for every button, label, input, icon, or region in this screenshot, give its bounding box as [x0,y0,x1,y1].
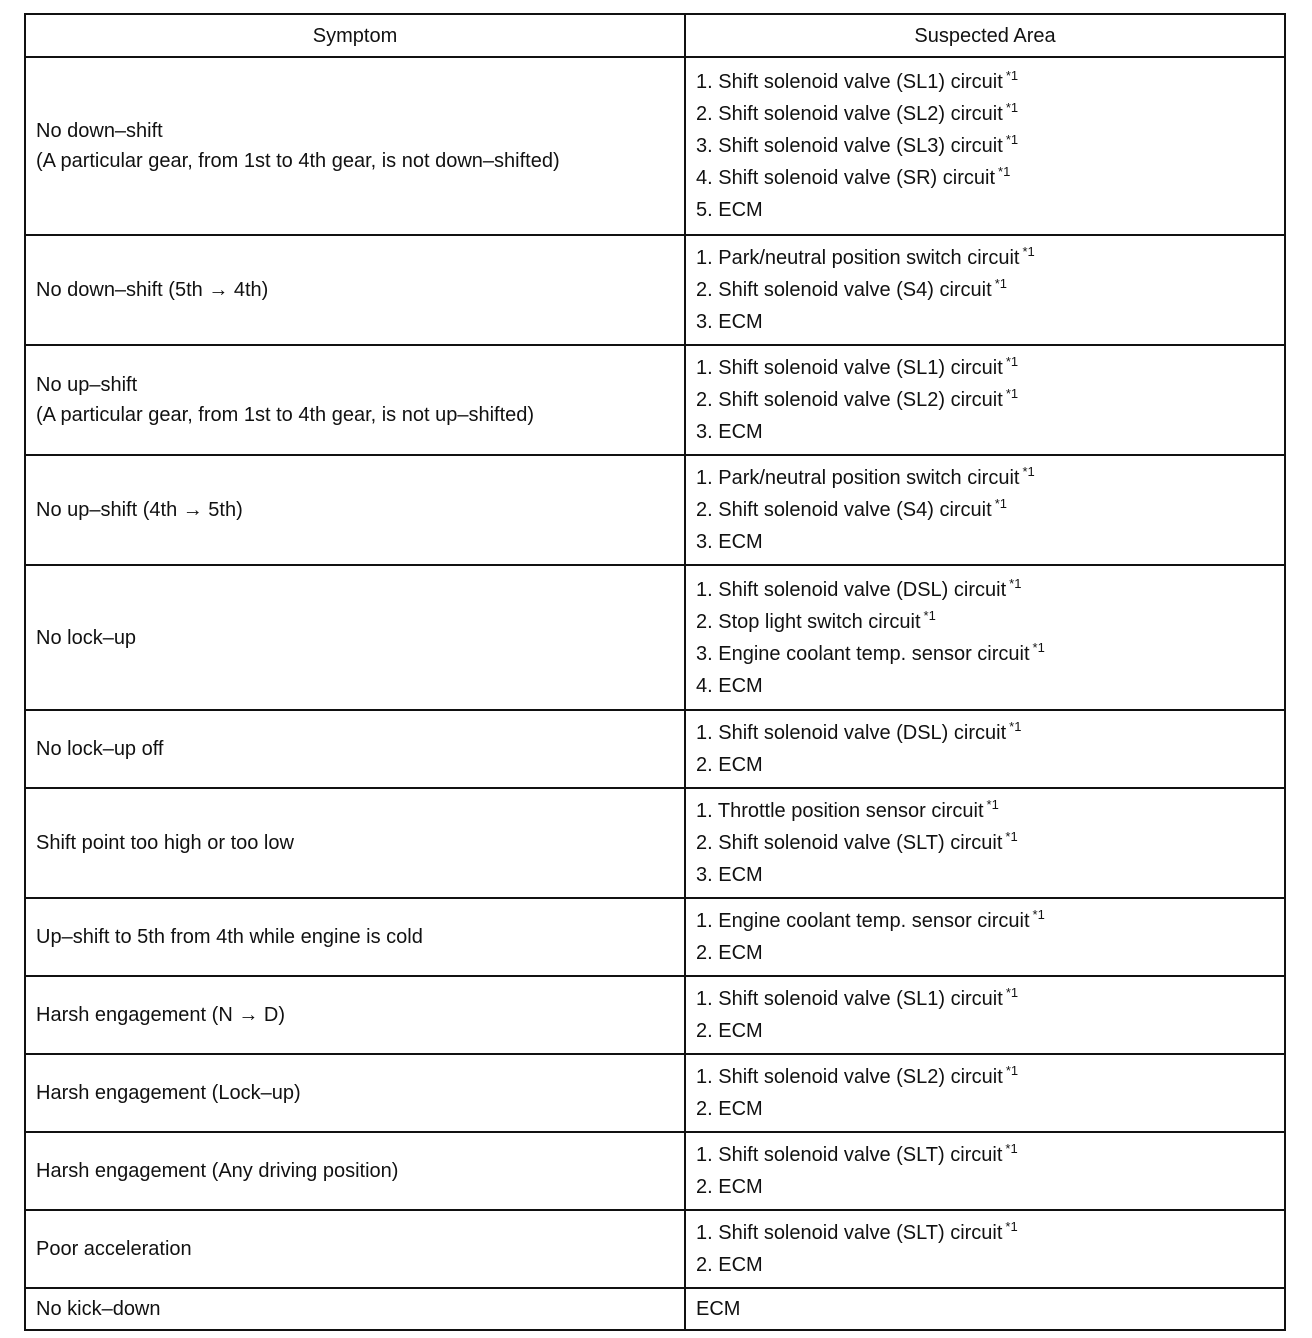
footnote-marker: *1 [1022,464,1035,479]
footnote-marker: *1 [998,164,1011,179]
symptom-text: Harsh engagement (N → D) [36,1004,285,1026]
suspected-area-cell [685,235,1285,345]
footnote-marker: *1 [1005,132,1019,147]
table-row [25,788,1285,898]
suspected-area-item [696,984,1274,1016]
suspected-area-item [696,275,1274,307]
suspected-area-text: 1. Park/neutral position switch circuit [696,247,1020,269]
table-header-row [25,14,1285,57]
suspected-area-text: 2. ECM [696,1254,763,1276]
suspected-area-text: 2. ECM [696,942,763,964]
suspected-area-item [696,796,1274,828]
symptom-cell [25,976,685,1054]
table-row [25,1210,1285,1288]
suspected-area-item [696,243,1274,275]
suspected-area-item [696,195,1274,225]
symptom-text: No kick–down [36,1298,161,1320]
suspected-area-item [696,1172,1274,1202]
suspected-area-text: 3. ECM [696,864,763,886]
suspected-area-item [696,639,1274,671]
suspected-area-text: 1. Shift solenoid valve (SL1) circuit [696,357,1003,379]
suspected-area-text: 1. Shift solenoid valve (SL1) circuit [696,988,1003,1010]
suspected-area-item [696,1016,1274,1046]
suspected-area-text: 2. ECM [696,754,763,776]
symptom-text: Up–shift to 5th from 4th while engine is cold [36,926,423,948]
footnote-marker: *1 [1009,575,1022,591]
suspected-area-cell [685,1132,1285,1210]
symptom-text: (A particular gear, from 1st to 4th gear, is not down–shifted) [36,150,560,172]
symptom-text: Harsh engagement (Any driving position) [36,1160,399,1182]
symptom-cell [25,1288,685,1330]
suspected-area-item [696,67,1274,99]
symptom-cell [25,455,685,565]
suspected-area-cell [685,976,1285,1054]
suspected-area-item [696,906,1274,938]
suspected-area-item [696,671,1274,701]
symptom-cell [25,788,685,898]
symptom-cell [25,345,685,455]
footnote-marker: *1 [1005,985,1019,1000]
table-row [25,898,1285,976]
symptom-cell [25,898,685,976]
suspected-area-text: 1. Shift solenoid valve (SLT) circuit [696,1222,1003,1244]
suspected-area-item [696,527,1274,557]
symptom-text: No down–shift (5th → 4th) [36,279,269,301]
symptom-cell [25,710,685,788]
footnote-marker: *1 [1009,719,1022,734]
suspected-area-item [696,385,1274,417]
symptom-text: Harsh engagement (Lock–up) [36,1082,301,1104]
suspected-area-item [696,1250,1274,1280]
suspected-area-text: 2. ECM [696,1020,763,1042]
suspected-area-text: 3. Engine coolant temp. sensor circuit [696,642,1030,665]
symptom-table [24,13,1286,1331]
suspected-area-item [696,607,1274,639]
footnote-marker: *1 [1032,907,1045,922]
suspected-area-text: 2. ECM [696,1176,763,1198]
suspected-area-item [696,1218,1274,1250]
symptom-text: No lock–up off [36,738,164,760]
symptom-text: (A particular gear, from 1st to 4th gear, is not up–shifted) [36,404,535,426]
suspected-area-item [696,99,1274,131]
suspected-area-item [696,1062,1274,1094]
footnote-marker: *1 [1022,244,1035,259]
suspected-area-cell [685,565,1285,710]
suspected-area-text: 2. Stop light switch circuit [696,610,921,633]
suspected-area-item [696,131,1274,163]
footnote-marker: *1 [1005,386,1019,401]
suspected-area-text: 5. ECM [696,199,763,221]
suspected-area-item [696,1094,1274,1124]
suspected-area-text: 3. Shift solenoid valve (SL3) circuit [696,135,1003,157]
table-row [25,1288,1285,1330]
symptom-text: No lock–up [36,626,137,649]
suspected-area-text: ECM [696,1298,741,1320]
footnote-marker: *1 [1005,68,1019,83]
suspected-area-item [696,750,1274,780]
footnote-marker: *1 [1005,829,1018,844]
suspected-area-text: 3. ECM [696,311,763,333]
symptom-text: No up–shift [36,374,138,396]
suspected-area-cell [685,1054,1285,1132]
suspected-area-cell [685,710,1285,788]
suspected-area-text: 3. ECM [696,531,763,553]
suspected-area-text: 1. Shift solenoid valve (SL2) circuit [696,1066,1003,1088]
suspected-area-text: 3. ECM [696,421,763,443]
suspected-area-text: 2. Shift solenoid valve (S4) circuit [696,279,992,301]
suspected-area-item [696,1140,1274,1172]
symptom-cell [25,235,685,345]
suspected-area-item [696,828,1274,860]
suspected-area-cell [685,57,1285,235]
suspected-area-text: 4. Shift solenoid valve (SR) circuit [696,167,996,189]
footnote-marker: *1 [1032,639,1045,655]
table-row [25,1054,1285,1132]
suspected-area-text: 2. Shift solenoid valve (SLT) circuit [696,832,1003,854]
suspected-area-column-header: Suspected Area [685,14,1285,57]
suspected-area-item [696,353,1274,385]
table-row [25,455,1285,565]
suspected-area-cell [685,455,1285,565]
suspected-area-text: 1. Shift solenoid valve (SLT) circuit [696,1144,1003,1166]
symptom-text: Shift point too high or too low [36,832,294,854]
suspected-area-item [696,495,1274,527]
suspected-area-text: 1. Engine coolant temp. sensor circuit [696,910,1030,932]
suspected-area-text: 1. Shift solenoid valve (DSL) circuit [696,722,1007,744]
symptom-cell [25,1054,685,1132]
suspected-area-cell [685,345,1285,455]
table-row [25,1132,1285,1210]
suspected-area-cell [685,898,1285,976]
table-body [25,57,1285,1330]
footnote-marker: *1 [1005,1141,1018,1156]
table-row [25,565,1285,710]
table-row [25,345,1285,455]
symptom-cell [25,57,685,235]
suspected-area-item [696,938,1274,968]
suspected-area-text: 2. Shift solenoid valve (S4) circuit [696,499,992,521]
suspected-area-item [696,417,1274,447]
table-row [25,976,1285,1054]
table-row [25,235,1285,345]
suspected-area-cell [685,788,1285,898]
suspected-area-item [696,718,1274,750]
footnote-marker: *1 [1005,100,1019,115]
suspected-area-text: 4. ECM [696,674,763,697]
footnote-marker: *1 [994,496,1007,511]
footnote-marker: *1 [1005,1063,1019,1078]
suspected-area-text: 2. Shift solenoid valve (SL2) circuit [696,389,1003,411]
footnote-marker: *1 [1005,1219,1018,1234]
suspected-area-text: 1. Shift solenoid valve (DSL) circuit [696,578,1007,601]
suspected-area-item [696,860,1274,890]
symptom-text: Poor acceleration [36,1238,192,1260]
table-row [25,57,1285,235]
suspected-area-item [696,163,1274,195]
suspected-area-item [696,307,1274,337]
symptom-cell [25,1132,685,1210]
suspected-area-item [696,1294,1274,1324]
symptom-text: No down–shift [36,120,163,142]
suspected-area-text: 1. Park/neutral position switch circuit [696,467,1020,489]
suspected-area-cell [685,1210,1285,1288]
footnote-marker: *1 [923,607,936,623]
suspected-area-text: 1. Shift solenoid valve (SL1) circuit [696,71,1003,93]
footnote-marker: *1 [986,797,999,812]
suspected-area-item [696,575,1274,607]
symptom-cell [25,565,685,710]
symptom-cell [25,1210,685,1288]
suspected-area-text: 2. Shift solenoid valve (SL2) circuit [696,103,1003,125]
suspected-area-text: 1. Throttle position sensor circuit [696,800,984,822]
symptom-column-header: Symptom [25,14,685,57]
symptom-text: No up–shift (4th → 5th) [36,499,243,521]
suspected-area-text: 2. ECM [696,1098,763,1120]
suspected-area-cell [685,1288,1285,1330]
suspected-area-item [696,463,1274,495]
table-row [25,710,1285,788]
footnote-marker: *1 [1005,354,1019,369]
footnote-marker: *1 [994,276,1007,291]
